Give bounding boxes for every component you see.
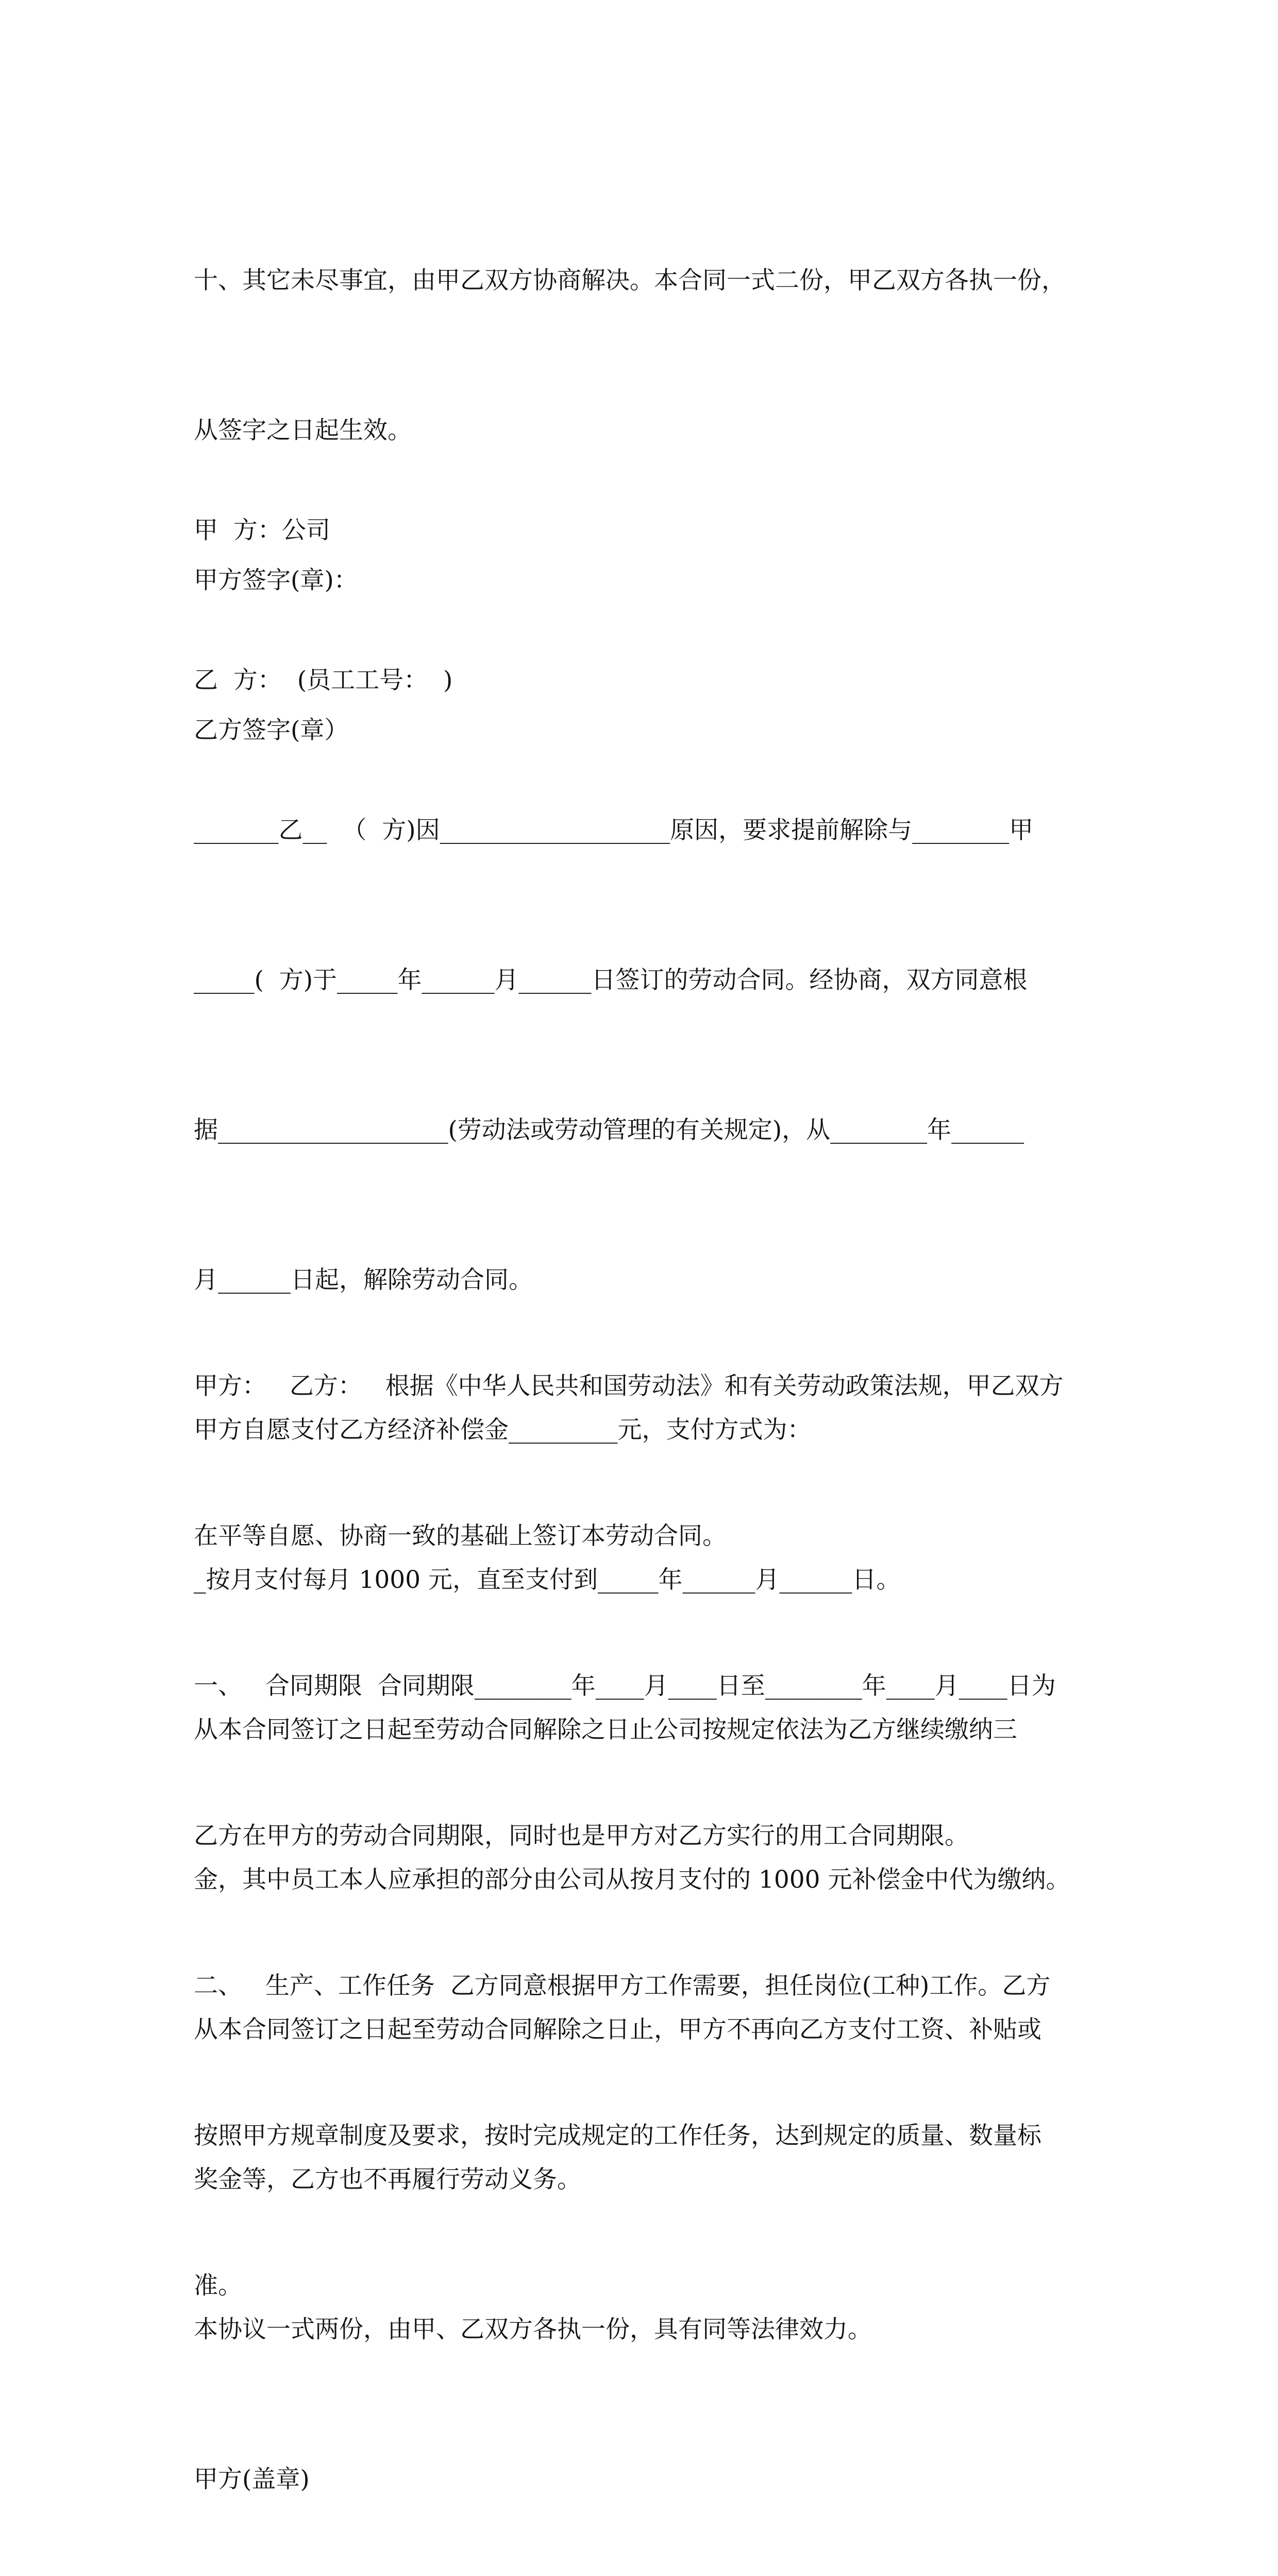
text-line: _按月支付每月 1000 元，直至支付到_____年______月______日。 xyxy=(194,1566,901,1594)
text-line: 金，其中员工本人应承担的部分由公司从按月支付的 1000 元补偿金中代为缴纳。 xyxy=(194,1866,1070,1894)
text-line: 本协议一式两份，由甲、乙双方各执一份，具有同等法律效力。 xyxy=(194,2315,872,2344)
text-line: 从本合同签订之日起至劳动合同解除之日止公司按规定依法为乙方继续缴纳三 xyxy=(194,1716,1017,1744)
text-line: _____( 方)于_____年______月______日签订的劳动合同。经协商，双方同意根 xyxy=(194,966,1028,994)
party-a-line: 甲 方：公司 xyxy=(194,516,330,545)
text-line: 十、其它未尽事宜，由甲乙双方协商解决。本合同一式二份，甲乙双方各执一份， xyxy=(194,266,1066,295)
contract-term-line: 一、 合同期限 合同期限________年____月____日至________年____月____日为 xyxy=(194,1672,1056,1700)
text-line: 奖金等，乙方也不再履行劳动义务。 xyxy=(194,2165,581,2194)
party-a-seal-line: 甲方(盖章) xyxy=(194,2465,310,2494)
text-line: 从签字之日起生效。 xyxy=(194,416,412,445)
text-line: 甲方： 乙方： 根据《中华人民共和国劳动法》和有关劳动政策法规，甲乙双方 xyxy=(194,1372,1064,1400)
text-line: 准。 xyxy=(194,2272,242,2300)
party-b-line: 乙 方： (员工工号： ) xyxy=(194,666,453,694)
text-line: 甲方自愿支付乙方经济补偿金_________元，支付方式为： xyxy=(194,1416,812,1444)
text-line: 在平等自愿、协商一致的基础上签订本劳动合同。 xyxy=(194,1522,727,1550)
text-line: 据___________________(劳动法或劳动管理的有关规定)，从________年______ xyxy=(194,1116,1024,1144)
party-b-signature-line: 乙方签字(章） xyxy=(194,716,349,744)
work-task-line: 二、 生产、工作任务 乙方同意根据甲方工作需要，担任岗位(工种)工作。乙方 xyxy=(194,1972,1051,2000)
text-line: 按照甲方规章制度及要求，按时完成规定的工作任务，达到规定的质量、数量标 xyxy=(194,2122,1041,2150)
text-line: 从本合同签订之日起至劳动合同解除之日止，甲方不再向乙方支付工资、补贴或 xyxy=(194,2015,1041,2044)
text-line: _______乙__ （ 方)因___________________原因，要求提前解除与________甲 xyxy=(194,816,1034,844)
party-a-signature-line: 甲方签字(章)： xyxy=(194,566,358,595)
text-line: 月______日起，解除劳动合同。 xyxy=(194,1266,533,1294)
text-line: 乙方在甲方的劳动合同期限，同时也是甲方对乙方实行的用工合同期限。 xyxy=(194,1822,969,1850)
labor-contract-block xyxy=(194,1261,1090,2411)
